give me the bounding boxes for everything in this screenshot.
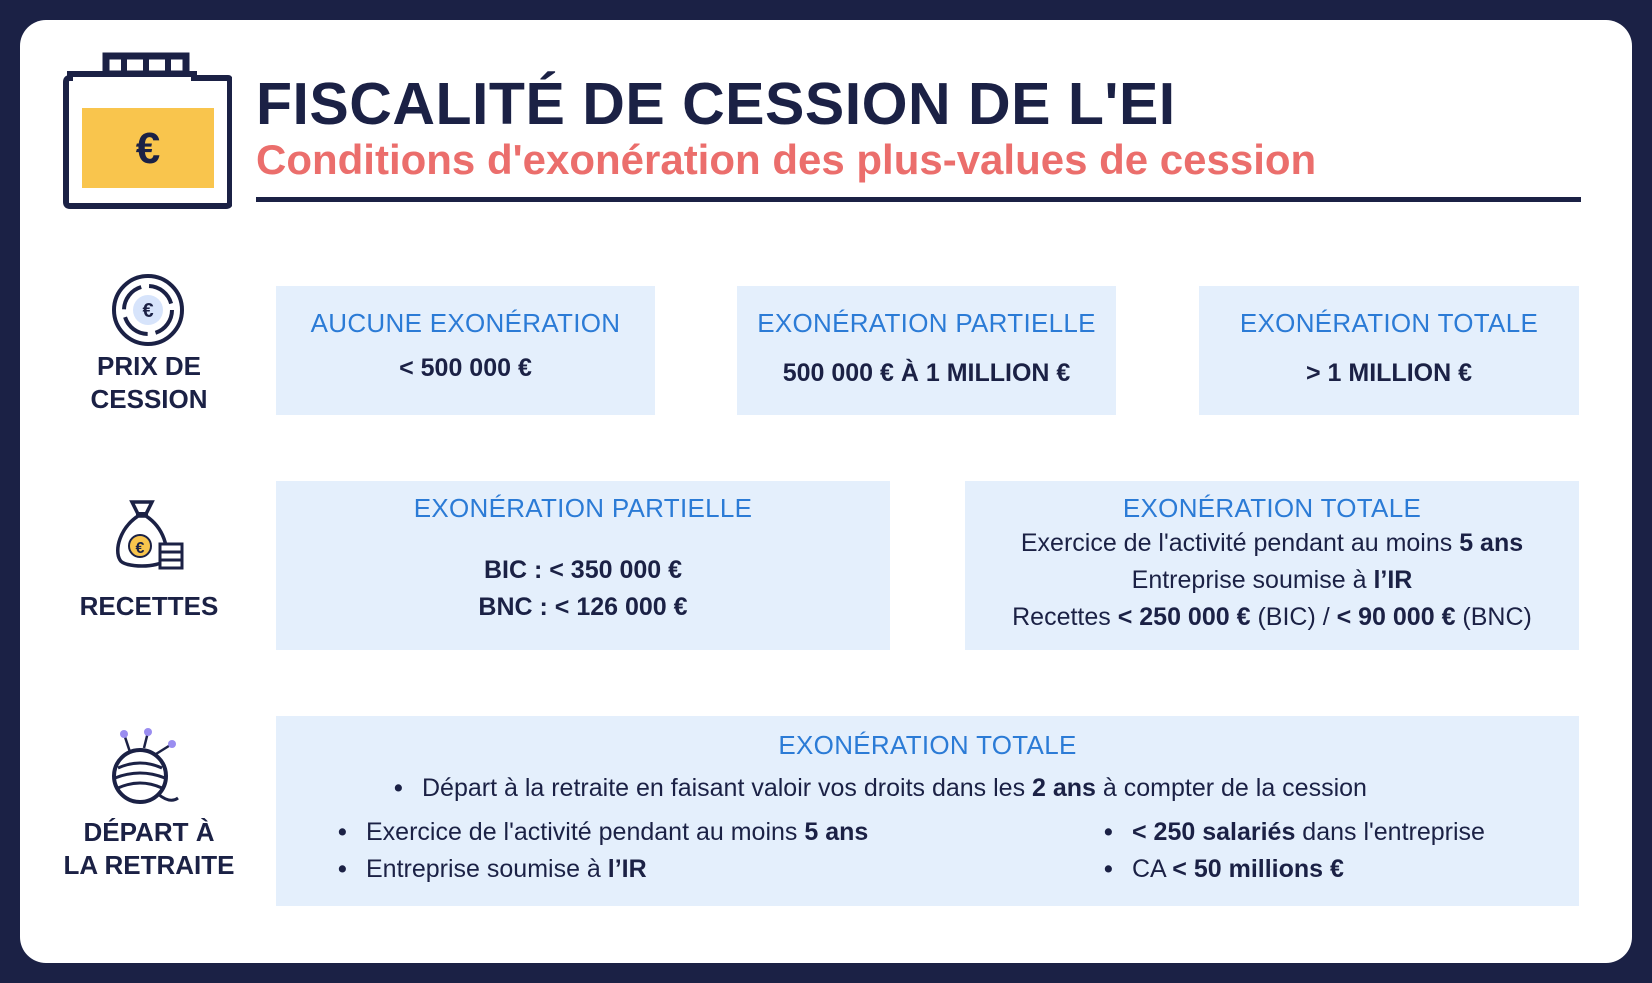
- page-title: FISCALITÉ DE CESSION DE L'EI: [256, 71, 1176, 137]
- text-run: dans l'entreprise: [1295, 818, 1485, 846]
- logo-euro-symbol: €: [135, 124, 161, 173]
- text-run: Exercice de l'activité pendant au moins: [1020, 529, 1460, 557]
- text-run-bold: < 90 000 €: [1336, 603, 1456, 631]
- box-line: [965, 562, 1579, 599]
- list-item: [1104, 851, 1485, 888]
- row-label-line: PRIX DE: [96, 351, 202, 381]
- text-run: Recettes: [1012, 603, 1118, 631]
- euro-coin-icon: [108, 270, 188, 350]
- box-heading: EXONÉRATION TOTALE: [1239, 308, 1539, 338]
- bullet-list-right: [1104, 814, 1485, 888]
- list-item: [338, 814, 868, 851]
- text-run: (BIC) /: [1250, 603, 1337, 631]
- text-run: Exercice de l'activité pendant au moins: [366, 818, 805, 846]
- bullet-list-top: [394, 770, 1367, 807]
- row-label-depart-retraite: [39, 816, 259, 882]
- box-exoneration-partielle-prix: [737, 286, 1116, 415]
- box-exoneration-totale-retraite: [276, 716, 1579, 906]
- box-line: BIC : < 350 000 €: [483, 556, 683, 584]
- row-label-prix-de-cession: [39, 350, 259, 416]
- box-line: [965, 599, 1579, 636]
- box-aucune-exoneration: [276, 286, 655, 415]
- text-run: CA: [1132, 855, 1173, 883]
- box-heading: EXONÉRATION PARTIELLE: [757, 308, 1096, 338]
- text-run: Entreprise soumise à: [1131, 566, 1374, 594]
- text-run: (BNC): [1455, 603, 1532, 631]
- text-run-bold: < 250 000 €: [1117, 603, 1251, 631]
- box-value: > 1 MILLION €: [1305, 359, 1472, 387]
- box-heading: EXONÉRATION TOTALE: [1122, 493, 1422, 523]
- title-divider: [256, 197, 1581, 202]
- yarn-ball-icon: [108, 728, 188, 806]
- box-value: < 500 000 €: [399, 354, 532, 382]
- box-heading: EXONÉRATION PARTIELLE: [413, 493, 753, 523]
- text-run: Départ à la retraite en faisant valoir vos droits dans les: [422, 774, 1033, 802]
- text-run-bold: 2 ans: [1032, 774, 1096, 802]
- money-bag-icon: [110, 498, 190, 574]
- text-run: à compter de la cession: [1095, 774, 1367, 802]
- list-item: [1104, 814, 1485, 851]
- box-heading: AUCUNE EXONÉRATION: [310, 308, 621, 338]
- list-item: [338, 851, 868, 888]
- box-value: 500 000 € À 1 MILLION €: [782, 359, 1071, 387]
- page-subtitle: Conditions d'exonération des plus-values de cession: [256, 136, 1317, 183]
- text-run-bold: 5 ans: [1459, 529, 1524, 557]
- svg-text:€: €: [142, 300, 154, 322]
- box-line: BNC : < 126 000 €: [478, 593, 688, 621]
- row-label-line: DÉPART À: [83, 817, 215, 847]
- bullet-list-left: [338, 814, 868, 888]
- text-run-bold: < 50 millions €: [1172, 855, 1344, 883]
- row-label-recettes: RECETTES: [79, 591, 219, 621]
- box-line: [965, 525, 1579, 562]
- row-label-line: CESSION: [90, 384, 208, 414]
- box-exoneration-totale-prix: [1199, 286, 1579, 415]
- list-item: [394, 770, 1367, 807]
- box-exoneration-totale-recettes: [965, 481, 1579, 650]
- row-label-line: LA RETRAITE: [63, 850, 235, 880]
- folder-euro-icon: [48, 52, 232, 212]
- text-run-bold: l’IR: [607, 855, 647, 883]
- box-heading: EXONÉRATION TOTALE: [778, 730, 1077, 760]
- text-run: Entreprise soumise à: [366, 855, 608, 883]
- text-run-bold: 5 ans: [804, 818, 869, 846]
- box-exoneration-partielle-recettes: [276, 481, 890, 650]
- svg-text:€: €: [135, 540, 145, 557]
- text-run-bold: < 250 salariés: [1132, 818, 1296, 846]
- text-run-bold: l’IR: [1373, 566, 1413, 594]
